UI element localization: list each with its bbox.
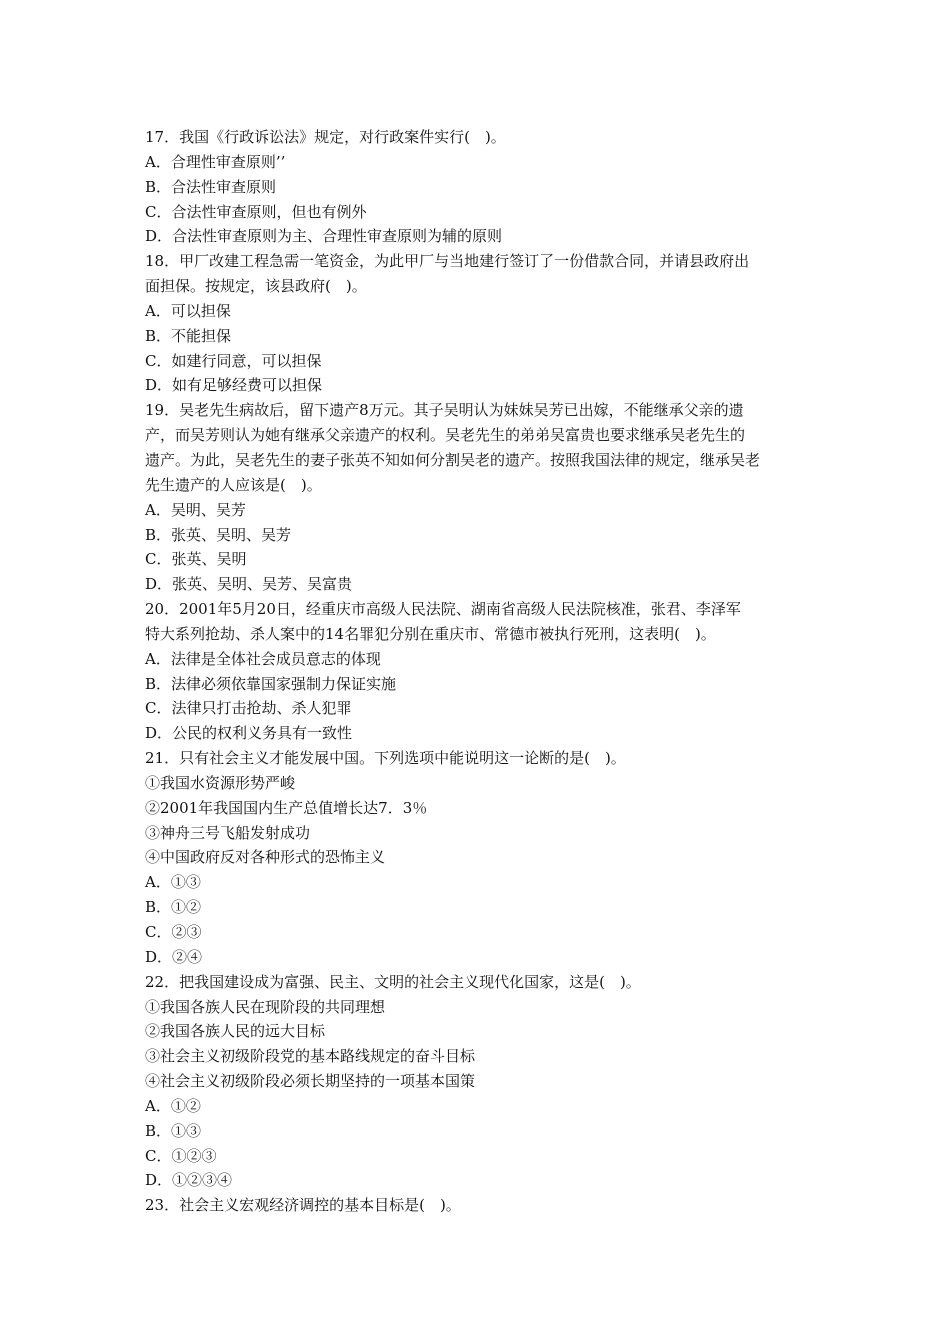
option-c: C．①②③ (145, 1146, 217, 1165)
option-c: C．合法性审查原则，但也有例外 (145, 202, 367, 221)
option-b: B．法律必须依靠国家强制力保证实施 (145, 674, 397, 693)
option-a: A．法律是全体社会成员意志的体现 (145, 649, 381, 668)
question-19 (145, 398, 810, 597)
option-d: D．②④ (145, 947, 203, 966)
question-stem: 17．我国《行政诉讼法》规定，对行政案件实行( )。 (145, 128, 506, 146)
statement-item: ④中国政府反对各种形式的恐怖主义 (145, 848, 386, 867)
question-21 (145, 746, 810, 970)
option-b: B．不能担保 (145, 326, 232, 345)
statement-item: ③社会主义初级阶段党的基本路线规定的奋斗目标 (145, 1047, 476, 1066)
option-d: D．公民的权利义务具有一致性 (145, 724, 353, 743)
question-20 (145, 597, 810, 746)
option-d: D．①②③④ (145, 1171, 233, 1190)
question-stem-line: 19．吴老先生病故后，留下遗产8万元。其子吴明认为妹妹吴芳已出嫁，不能继承父亲的遗 (145, 401, 744, 420)
statement-item: ④社会主义初级阶段必须长期坚持的一项基本国策 (145, 1072, 476, 1091)
question-stem: 23．社会主义宏观经济调控的基本目标是( )。 (145, 1196, 461, 1215)
option-b: B．①② (145, 898, 202, 917)
question-stem-line: 18．甲厂改建工程急需一笔资金，为此甲厂与当地建行签订了一份借款合同，并请县政府出 (145, 252, 750, 271)
option-a: A．吴明、吴芳 (145, 500, 246, 519)
question-stem-line: 遗产。为此，吴老先生的妻子张英不知如何分割吴老的遗产。按照我国法律的规定，继承吴老 (145, 450, 761, 469)
option-b: B．合法性审查原则 (145, 177, 277, 196)
question-stem-line: 先生遗产的人应该是( )。 (145, 475, 322, 494)
statement-item: ②2001年我国国内生产总值增长达7．3％ (145, 798, 428, 817)
question-stem-line: 产，而吴芳则认为她有继承父亲遗产的权利。吴老先生的弟弟吴富贵也要求继承吴老先生的 (145, 426, 746, 445)
option-c: C．②③ (145, 923, 202, 941)
question-23 (145, 1193, 810, 1218)
option-b: B．①③ (145, 1121, 202, 1140)
option-d: D．如有足够经费可以担保 (145, 376, 323, 395)
question-stem: 21．只有社会主义才能发展中国。下列选项中能说明这一论断的是( )。 (145, 749, 626, 768)
question-stem-line: 面担保。按规定，该县政府( )。 (145, 277, 367, 296)
question-stem-line: 特大系列抢劫、杀人案中的14名罪犯分别在重庆市、常德市被执行死刑，这表明( )。 (145, 624, 716, 643)
option-d: D．张英、吴明、吴芳、吴富贵 (145, 575, 353, 594)
option-b: B．张英、吴明、吴芳 (145, 525, 292, 544)
option-a: A．合理性审查原则’’ (145, 152, 286, 171)
option-a: A．①② (145, 1096, 201, 1115)
statement-item: ①我国水资源形势严峻 (145, 773, 296, 792)
statement-item: ②我国各族人民的远大目标 (145, 1022, 326, 1041)
option-c: C．如建行同意，可以担保 (145, 351, 322, 370)
statement-item: ①我国各族人民在现阶段的共同理想 (145, 997, 386, 1016)
option-c: C．法律只打击抢劫、杀人犯罪 (145, 699, 352, 718)
option-a: A．可以担保 (145, 301, 231, 320)
question-22 (145, 970, 810, 1194)
document-page (145, 125, 810, 1218)
question-stem-line: 20．2001年5月20日，经重庆市高级人民法院、湖南省高级人民法院核准，张君、李泽军 (145, 600, 741, 619)
option-a: A．①③ (145, 873, 201, 892)
question-stem: 22．把我国建设成为富强、民主、文明的社会主义现代化国家，这是( )。 (145, 972, 641, 991)
statement-item: ③神舟三号飞船发射成功 (145, 823, 311, 842)
option-c: C．张英、吴明 (145, 550, 247, 569)
question-18 (145, 249, 810, 398)
option-d: D．合法性审查原则为主、合理性审查原则为辅的原则 (145, 227, 503, 246)
question-17 (145, 125, 810, 249)
